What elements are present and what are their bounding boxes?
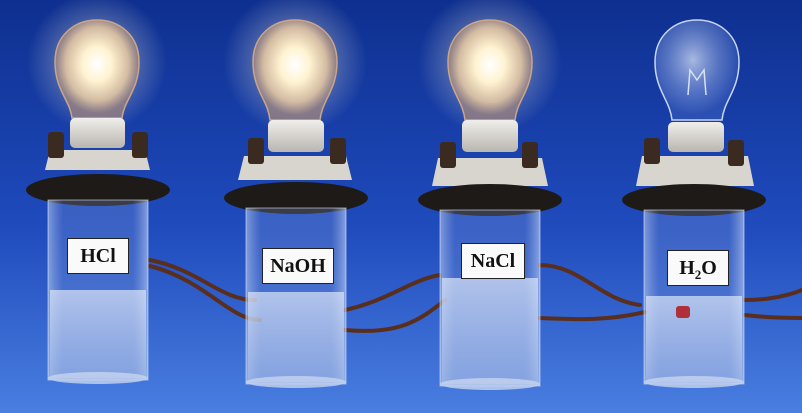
- terminal-right: [728, 140, 744, 166]
- light-bulb-lit: [55, 20, 139, 118]
- beaker-label-hcl: HCl: [67, 238, 129, 274]
- setup-nacl: [418, 0, 562, 390]
- light-bulb-unlit: [655, 20, 739, 120]
- terminal-left: [440, 142, 456, 168]
- beaker-label-nacl: NaCl: [461, 243, 525, 279]
- beaker-bottom: [644, 376, 744, 388]
- beaker-solution: [248, 292, 344, 382]
- bulb-socket: [268, 120, 324, 152]
- beaker-solution: [442, 278, 538, 384]
- bulb-socket: [462, 120, 518, 152]
- bulb-socket: [668, 122, 724, 152]
- terminal-right: [522, 142, 538, 168]
- cord-clip: [676, 306, 690, 318]
- beaker-solution: [50, 290, 146, 378]
- terminal-left: [644, 138, 660, 164]
- beaker-bottom: [48, 372, 148, 384]
- terminal-right: [330, 138, 346, 164]
- beaker-solution: [646, 296, 742, 382]
- label-o: O: [701, 257, 717, 279]
- beaker-bottom: [246, 376, 346, 388]
- light-bulb-lit: [448, 20, 532, 120]
- label-subscript: 2: [694, 267, 702, 282]
- beaker-label-naoh: NaOH: [262, 248, 334, 284]
- light-bulb-lit: [253, 20, 337, 120]
- terminal-left: [48, 132, 64, 158]
- beaker-label-h2o: [667, 250, 729, 286]
- terminal-left: [248, 138, 264, 164]
- beaker-bottom: [440, 378, 540, 390]
- setup-hcl: [26, 0, 170, 384]
- label-h: H: [679, 257, 695, 279]
- bulb-socket: [70, 118, 125, 148]
- terminal-right: [132, 132, 148, 158]
